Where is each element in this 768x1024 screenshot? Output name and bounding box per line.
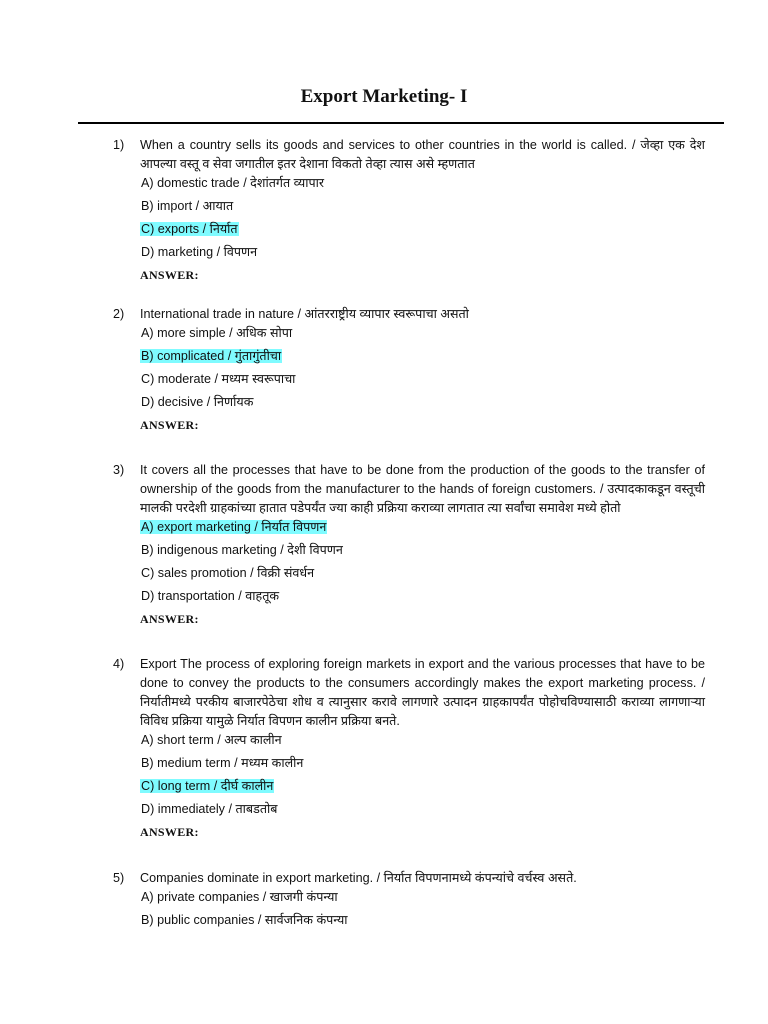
question-5: [113, 869, 705, 934]
option-item: [140, 220, 705, 243]
question-number: 1): [113, 138, 125, 152]
question-text: Companies dominate in export marketing. / निर्यात विपणनामध्ये कंपन्यांचे वर्चस्व असते.: [140, 871, 577, 885]
option-item: [140, 518, 705, 541]
question-number: 4): [113, 657, 125, 671]
option-item: [140, 393, 705, 416]
option-item: [140, 243, 705, 266]
answer-option: D) decisive / निर्णायक: [141, 395, 254, 409]
option-item: [140, 174, 705, 197]
title-divider: [78, 122, 724, 124]
question-row: [113, 655, 705, 731]
option-list: [140, 174, 705, 266]
question-row: [113, 136, 705, 174]
option-item: [140, 888, 705, 911]
option-item: [140, 541, 705, 564]
answer-option: A) short term / अल्प कालीन: [141, 733, 282, 747]
option-list: [140, 518, 705, 610]
question-3: [113, 461, 705, 628]
option-item: [140, 731, 705, 754]
question-number: 2): [113, 307, 125, 321]
highlighted-answer-option: A) export marketing / निर्यात विपणन: [141, 520, 327, 534]
option-item: [140, 564, 705, 587]
option-list: [140, 731, 705, 823]
option-item: [140, 370, 705, 393]
option-item: [140, 777, 705, 800]
option-item: [140, 911, 705, 934]
option-item: [140, 587, 705, 610]
answer-label: ANSWER:: [140, 268, 199, 282]
question-1: [113, 136, 705, 284]
answer-option: B) indigenous marketing / देशी विपणन: [141, 543, 343, 557]
answer-label: ANSWER:: [140, 418, 199, 432]
question-number: 3): [113, 463, 125, 477]
question-2: [113, 305, 705, 434]
option-item: [140, 347, 705, 370]
answer-option: B) medium term / मध्यम कालीन: [141, 756, 304, 770]
answer-option: C) moderate / मध्यम स्वरूपाचा: [141, 372, 296, 386]
option-item: [140, 754, 705, 777]
highlighted-answer-option: C) exports / निर्यात: [141, 222, 238, 236]
question-4: [113, 655, 705, 841]
answer-option: B) import / आयात: [141, 199, 234, 213]
question-text: Export The process of exploring foreign markets in export and the various processes that have to be done to convey the products to the consumers accordingly makes the export marketing process. / निर्यातीमध्ये परकीय बाजारपेठेचा शोध व त्यानुसार करावे लागणारे उत्पादन ग्राहकापर्यंत पोहोचविण्यासाठी कराव्या लागणाऱ्या विविध प्रक्रिया यामुळे निर्यात विपणन कालीन प्रक्रिया बनते.: [140, 657, 705, 728]
answer-option: B) public companies / सार्वजनिक कंपन्या: [141, 913, 348, 927]
answer-option: A) private companies / खाजगी कंपन्या: [141, 890, 338, 904]
question-number: 5): [113, 871, 125, 885]
question-row: [113, 869, 705, 888]
option-list: [140, 888, 705, 934]
question-text: International trade in nature / आंतरराष्ट्रीय व्यापार स्वरूपाचा असतो: [140, 307, 469, 321]
answer-option: C) sales promotion / विक्री संवर्धन: [141, 566, 315, 580]
answer-label: ANSWER:: [140, 825, 199, 839]
answer-option: A) more simple / अधिक सोपा: [141, 326, 293, 340]
option-item: [140, 324, 705, 347]
question-row: [113, 305, 705, 324]
question-text: It covers all the processes that have to be done from the production of the goods to the transfer of ownership of the goods from the manufacturer to the hands of foreign customers. / उत्पादकाकडून वस्तूची मालकी परदेशी ग्राहकांच्या हातात पडेपर्यंत ज्या काही प्रक्रिया कराव्या लागतात त्या सर्वांचा समावेश मध्ये होतो: [140, 463, 705, 515]
answer-option: D) immediately / ताबडतोब: [141, 802, 278, 816]
highlighted-answer-option: C) long term / दीर्घ कालीन: [141, 779, 274, 793]
answer-label: ANSWER:: [140, 612, 199, 626]
answer-option: D) transportation / वाहतूक: [141, 589, 280, 603]
answer-option: A) domestic trade / देशांतर्गत व्यापार: [141, 176, 325, 190]
answer-option: D) marketing / विपणन: [141, 245, 258, 259]
question-row: [113, 461, 705, 518]
option-item: [140, 197, 705, 220]
question-text: When a country sells its goods and services to other countries in the world is called. / जेव्हा एक देश आपल्या वस्तू व सेवा जगातील इतर देशाना विकतो तेव्हा त्यास असे म्हणतात: [140, 138, 705, 171]
option-item: [140, 800, 705, 823]
highlighted-answer-option: B) complicated / गुंतागुंतीचा: [141, 349, 282, 363]
page-title: Export Marketing- I: [300, 86, 468, 107]
option-list: [140, 324, 705, 416]
